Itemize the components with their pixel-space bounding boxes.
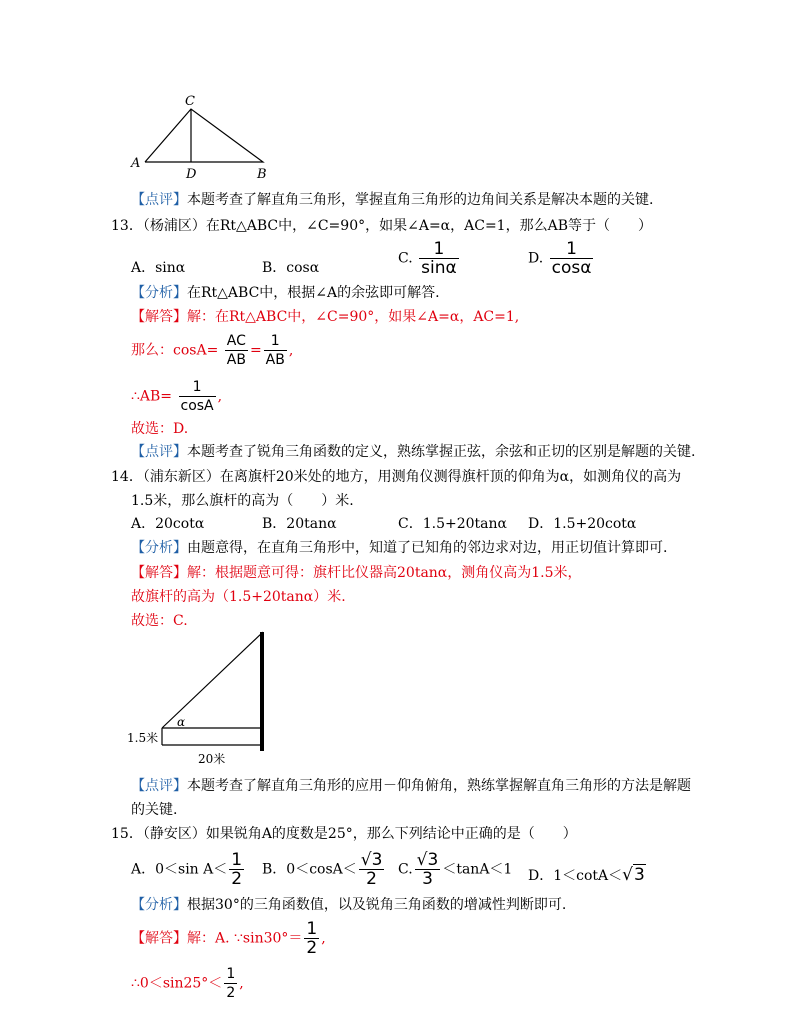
half-fraction: $\frac{1}{2}$ bbox=[231, 850, 243, 889]
q14-choose: 故选：C. bbox=[131, 613, 188, 629]
vertex-c-label: C bbox=[185, 94, 195, 109]
q13-option-a: A．sinα bbox=[131, 260, 186, 276]
q14-stem-line2: 1.5米，那么旗杆的高为（ ）米. bbox=[131, 493, 354, 509]
q13-option-c-fraction: $\frac{1}{\sin\alpha}$ bbox=[421, 239, 457, 278]
q14-option-c: C．1.5+20tanα bbox=[398, 516, 507, 532]
comment-tag: 【点评】 bbox=[131, 192, 187, 208]
q13-comment: 【点评】本题考查了锐角三角函数的定义，熟练掌握正弦，余弦和正切的区别是解题的关键. bbox=[131, 444, 696, 460]
q14-comment-line2: 的关键. bbox=[131, 802, 178, 818]
q13-option-b: B．cosα bbox=[262, 260, 320, 276]
q15-option-d: D．1＜cotA＜√3 bbox=[528, 865, 645, 885]
q15-answer: 【解答】解：A. ∵sin30°＝ $\frac{1}{2}$ , bbox=[131, 919, 326, 958]
ac-over-ab-fraction: $\frac{AC}{AB}$ bbox=[226, 333, 246, 368]
q13-then-line: 那么：cosA= $\frac{AC}{AB}$ = $\frac{1}{AB}$ , bbox=[131, 333, 294, 368]
vertex-b-label: B bbox=[257, 167, 267, 182]
q14-option-b: B．20tanα bbox=[262, 516, 337, 532]
q13-answer: 【解答】解：在Rt△ABC中，∠C=90°，如果∠A=α，AC=1, bbox=[131, 309, 520, 325]
one-over-cosa-fraction: $\frac{1}{\cos A}$ bbox=[180, 379, 214, 414]
root3-over-2-fraction: $\frac{√3}{2}$ bbox=[360, 850, 383, 889]
q14-analysis: 【分析】由题意得，在直角三角形中，知道了已知角的邻边求对边，用正切值计算即可. bbox=[131, 540, 668, 556]
q13-option-c-letter: C. bbox=[398, 250, 413, 267]
vertex-a-label: A bbox=[131, 156, 141, 171]
triangle-abc-figure bbox=[125, 92, 275, 182]
q12-comment bbox=[131, 190, 653, 210]
q13-option-c bbox=[398, 240, 461, 277]
q15-option-c: C. $\frac{√3}{3}$ ＜tanA＜1 bbox=[398, 850, 513, 889]
root3-over-3-fraction: $\frac{√3}{3}$ bbox=[416, 850, 439, 889]
q14-stem-line1: 14．（浦东新区）在离旗杆20米处的地方，用测角仪测得旗杆顶的仰角为α，如测角仪的高为 bbox=[111, 469, 682, 485]
q13-option-d-letter: D. bbox=[528, 250, 544, 267]
q14-option-a: A．20cotα bbox=[131, 516, 205, 532]
distance-label: 20米 bbox=[198, 752, 226, 766]
root3-radical: √3 bbox=[622, 865, 645, 885]
q14-comment-line1: 【点评】本题考查了解直角三角形的应用－仰角俯角，熟练掌握解直角三角形的方法是解题 bbox=[131, 778, 691, 794]
q15-therefore-line: ∴0＜sin25°＜ $\frac{1}{2}$ , bbox=[131, 966, 244, 1001]
q13-option-d-fraction: $\frac{1}{\cos\alpha}$ bbox=[551, 239, 592, 278]
height-label: 1.5米 bbox=[127, 731, 159, 745]
q15-stem: 15．（静安区）如果锐角A的度数是25°，那么下列结论中正确的是（ ） bbox=[111, 826, 577, 842]
q14-answer-line1: 【解答】解：根据题意可得：旗杆比仪器高20tanα，测角仪高为1.5米， bbox=[131, 565, 582, 581]
q13-analysis: 【分析】在Rt△ABC中，根据∠A的余弦即可解答. bbox=[131, 285, 440, 301]
alpha-label: α bbox=[177, 715, 186, 729]
q15-analysis: 【分析】根据30°的三角函数值，以及锐角三角函数的增减性判断即可. bbox=[131, 897, 567, 913]
q13-stem: 13．（杨浦区）在Rt△ABC中，∠C=90°，如果∠A=α，AC=1，那么AB等于（ ） bbox=[111, 218, 652, 234]
q12-comment-text: 本题考查了解直角三角形，掌握直角三角形的边角间关系是解决本题的关键. bbox=[187, 192, 654, 208]
sin25-bound-fraction: $\frac{1}{2}$ bbox=[226, 966, 236, 1001]
one-over-ab-fraction: $\frac{1}{AB}$ bbox=[265, 333, 285, 368]
q14-answer-line2: 故旗杆的高为（1.5+20tanα）米. bbox=[131, 589, 346, 605]
q13-therefore-line: ∴AB= $\frac{1}{\cos A}$ , bbox=[131, 379, 223, 414]
vertex-d-label: D bbox=[186, 167, 197, 182]
q15-option-a: A．0＜sin A＜ $\frac{1}{2}$ bbox=[131, 850, 243, 889]
q13-choose: 故选：D. bbox=[131, 421, 189, 437]
flagpole-figure bbox=[125, 630, 275, 770]
q13-option-d bbox=[528, 240, 595, 277]
sin30-value-fraction: $\frac{1}{2}$ bbox=[306, 919, 318, 958]
q14-option-d: D．1.5+20cotα bbox=[528, 516, 637, 532]
q15-option-b: B．0＜cosA＜ $\frac{√3}{2}$ bbox=[262, 850, 383, 889]
